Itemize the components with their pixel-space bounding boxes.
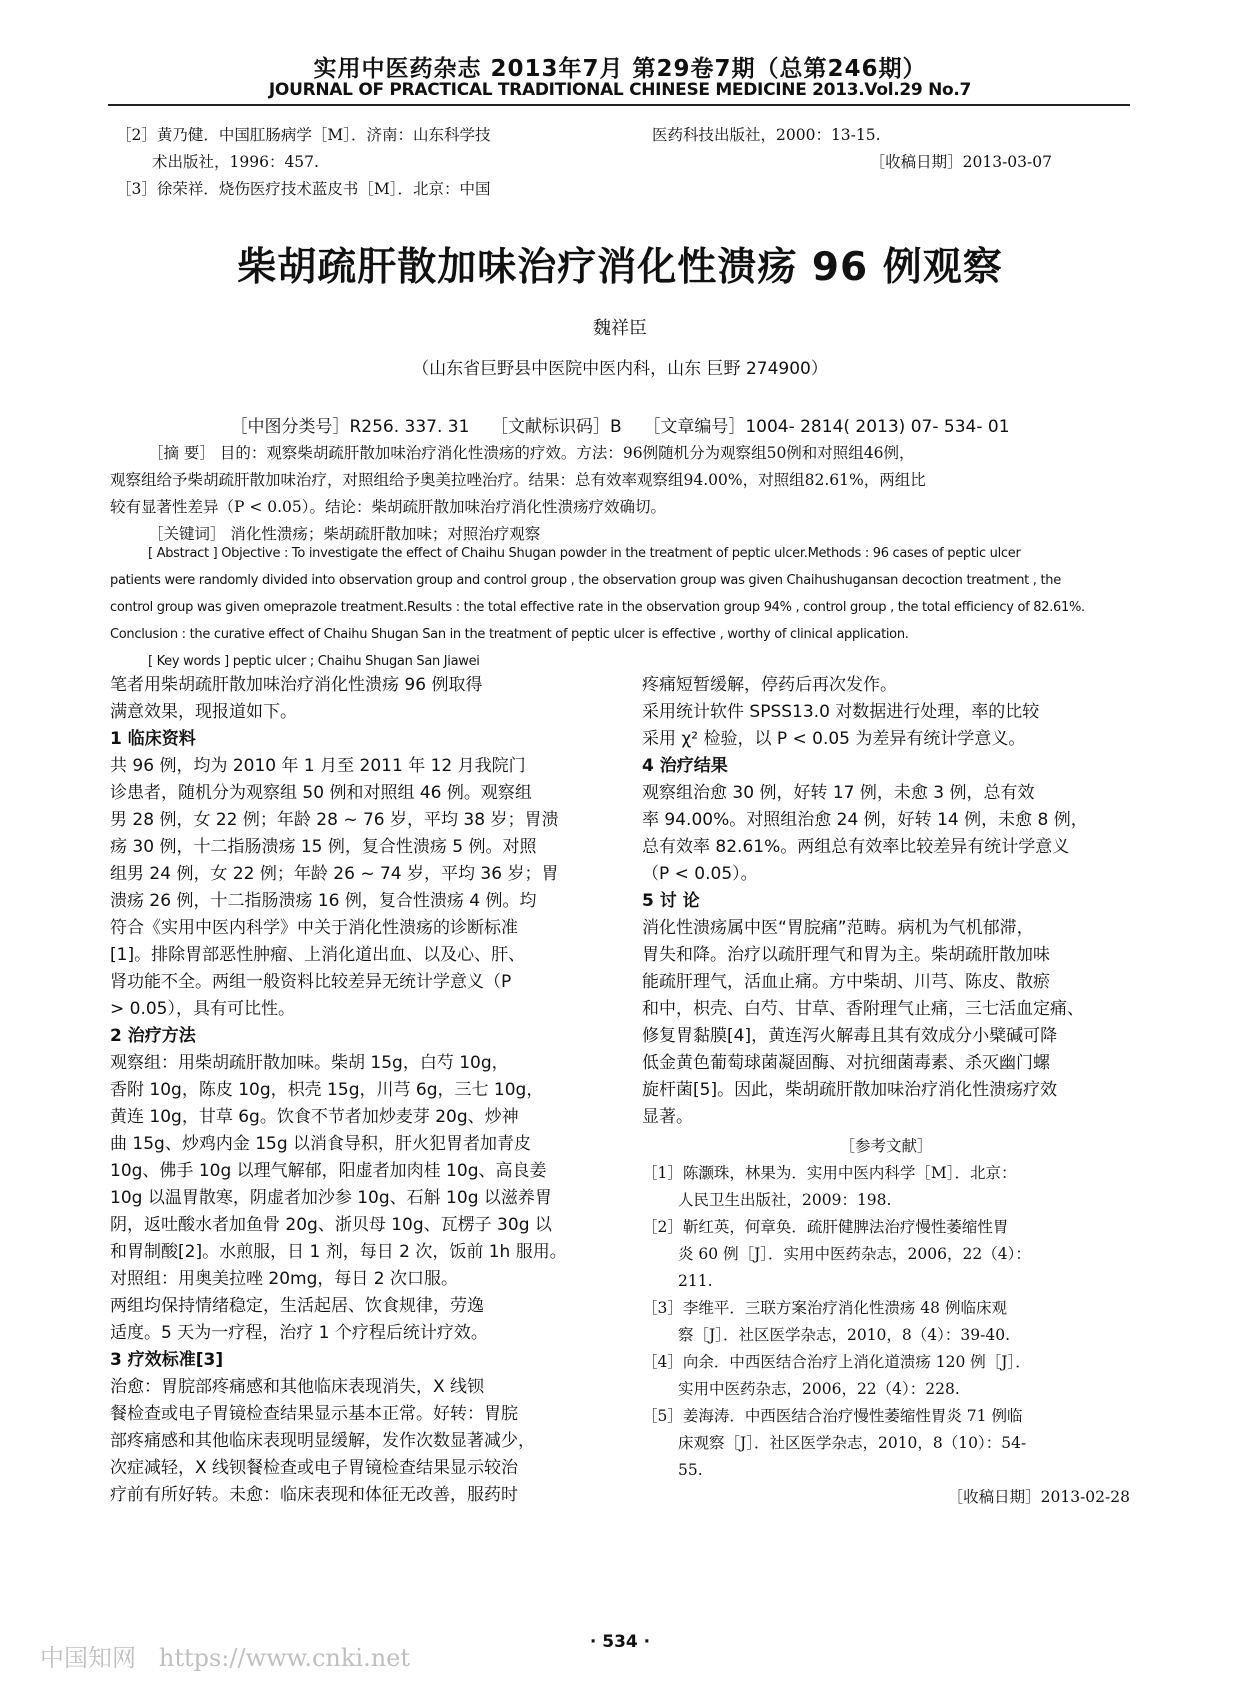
body-line: 总有效率 82.61%。两组总有效率比较差异有统计学意义 [642, 837, 1070, 857]
reference-item: 察［J］．社区医学杂志，2010，8（4）：39-40. [678, 1326, 1010, 1344]
body-line: 和胃制酸[2]。水煎服，日 1 剂，每日 2 次，饭前 1h 服用。 [110, 1242, 567, 1262]
reference-item: 炎 60 例［J］．实用中医药杂志，2006，22（4）： [678, 1245, 1031, 1263]
reference-item: 人民卫生出版社，2009：198. [678, 1191, 892, 1209]
body-line: 10g、佛手 10g 以理气解郁，阳虚者加肉桂 10g、高良姜 [110, 1161, 547, 1181]
prev-refs-right [652, 122, 1052, 176]
body-line: 溃疡 26 例，十二指肠溃疡 16 例，复合性溃疡 4 例。均 [110, 891, 537, 911]
abstract-en [110, 540, 1085, 675]
journal-header-cn: 实用中医药杂志 2013年7月 第29卷7期（总第246期） [313, 56, 927, 82]
cnki-watermark: 中国知网 https://www.cnki.net [40, 1644, 411, 1672]
reference-item: ［1］陈灏珠，林果为．实用中医内科学［M］．北京： [642, 1164, 1017, 1182]
body-line: 疼痛短暂缓解，停药后再次发作。 [642, 675, 897, 695]
section-heading: 2 治疗方法 [110, 1026, 196, 1046]
body-line: 旋杆菌[5]。因此，柴胡疏肝散加味治疗消化性溃疡疗效 [642, 1080, 1058, 1100]
abstract-cn [110, 440, 926, 548]
reference-item: ［3］李维平．三联方案治疗消化性溃疡 48 例临床观 [642, 1299, 1007, 1317]
body-line: 胃失和降。治疗以疏肝理气和胃为主。柴胡疏肝散加味 [642, 945, 1050, 965]
reference-item: 床观察［J］．社区医学杂志，2010，8（10）：54- [678, 1434, 1027, 1452]
body-line: 率 94.00%。对照组治愈 24 例，好转 14 例，未愈 8 例， [642, 810, 1088, 830]
body-line: 笔者用柴胡疏肝散加味治疗消化性溃疡 96 例取得 [110, 675, 483, 695]
body-line: 观察组治愈 30 例，好转 17 例，未愈 3 例，总有效 [642, 783, 1035, 803]
prev-ref-line: ［3］徐荣祥．烧伤医疗技术蓝皮书［M］．北京：中国 [116, 180, 491, 198]
body-line: 低金黄色葡萄球菌凝固酶、对抗细菌毒素、杀灭幽门螺 [642, 1053, 1050, 1073]
body-line: 满意效果，现报道如下。 [110, 702, 297, 722]
abstract-cn-line: ［摘 要］ 目的：观察柴胡疏肝散加味治疗消化性溃疡的疗效。方法：96例随机分为观察组50例和对照组46例， [148, 444, 915, 462]
journal-header-en: JOURNAL OF PRACTICAL TRADITIONAL CHINESE MEDICINE 2013.Vol.29 No.7 [268, 80, 972, 100]
body-line: 餐检查或电子胃镜检查结果显示基本正常。好转：胃脘 [110, 1404, 518, 1424]
prev-refs-left [116, 122, 490, 203]
body-line: 采用统计软件 SPSS13.0 对数据进行处理，率的比较 [642, 702, 1040, 722]
body-line: 肾功能不全。两组一般资料比较差异无统计学意义（P [110, 972, 512, 992]
section-heading: 5 讨 论 [642, 891, 700, 911]
body-line: 组男 24 例，女 22 例；年龄 26 ~ 74 岁，平均 36 岁；胃 [110, 864, 559, 884]
body-line: 香附 10g，陈皮 10g，枳壳 15g，川芎 6g，三七 10g， [110, 1080, 544, 1100]
body-line: 治愈：胃脘部疼痛感和其他临床表现消失，X 线钡 [110, 1377, 485, 1397]
prev-ref-line: 术出版社，1996：457. [152, 153, 319, 171]
body-line: 显著。 [642, 1107, 693, 1127]
body-line: > 0.05），具有可比性。 [110, 999, 295, 1019]
classification-line: ［中图分类号］R256. 337. 31 ［文献标识码］B ［文章编号］1004- 2814( 2013) 07- 534- 01 [230, 417, 1010, 437]
abstract-en-line: Conclusion : the curative effect of Chaihu Shugan San in the treatment of peptic ulcer is effective , worthy of clinical application. [110, 627, 909, 642]
abstract-en-line: control group was given omeprazole treatment.Results : the total effective rate in the observation group 94% , control group , the total efficiency of 82.61%. [110, 600, 1085, 615]
body-line: 曲 15g、炒鸡内金 15g 以消食导积，肝火犯胃者加青皮 [110, 1134, 532, 1154]
abstract-cn-line: 观察组给予柴胡疏肝散加味治疗，对照组给予奥美拉唑治疗。结果：总有效率观察组94.00%，对照组82.61%，两组比 [110, 471, 926, 489]
body-line: 次症减轻，X 线钡餐检查或电子胃镜检查结果显示较治 [110, 1458, 519, 1478]
body-line: 疡 30 例，十二指肠溃疡 15 例，复合性溃疡 5 例。对照 [110, 837, 537, 857]
reference-item: 实用中医药杂志，2006，22（4）：228. [678, 1380, 960, 1398]
body-line: 两组均保持情绪稳定，生活起居、饮食规律，劳逸 [110, 1296, 484, 1316]
body-line: 疗前有所好转。未愈：临床表现和体征无改善，服药时 [110, 1485, 518, 1505]
references-list [642, 1160, 1130, 1511]
article-title: 柴胡疏肝散加味治疗消化性溃疡 96 例观察 [237, 245, 1003, 290]
body-line: 采用 χ² 检验，以 P < 0.05 为差异有统计学意义。 [642, 729, 1026, 749]
reference-item: ［5］姜海涛．中西医结合治疗慢性萎缩性胃炎 71 例临 [642, 1407, 1023, 1425]
body-line: 10g 以温胃散寒，阴虚者加沙参 10g、石斛 10g 以滋养胃 [110, 1188, 552, 1208]
section-heading: 3 疗效标准[3] [110, 1350, 224, 1370]
keywords-cn: ［关键词］ 消化性溃疡；柴胡疏肝散加味；对照治疗观察 [148, 525, 541, 543]
article-author: 魏祥臣 [593, 318, 647, 339]
prev-ref-line: ［2］黄乃健．中国肛肠病学［M］．济南：山东科学技 [116, 126, 491, 144]
body-line: 部疼痛感和其他临床表现明显缓解，发作次数显著减少， [110, 1431, 535, 1451]
prev-ref-line: 医药科技出版社，2000：13-15. [652, 126, 881, 144]
body-line: 符合《实用中医内科学》中关于消化性溃疡的诊断标准 [110, 918, 518, 938]
page-number: · 534 · [589, 1632, 651, 1652]
body-line: 共 96 例，均为 2010 年 1 月至 2011 年 12 月我院门 [110, 756, 526, 776]
keywords-en: [ Key words ] peptic ulcer ; Chaihu Shugan San Jiawei [148, 654, 480, 669]
references-title: ［参考文献］ [839, 1137, 933, 1155]
body-right-column [642, 672, 1130, 1511]
body-line: 消化性溃疡属中医“胃脘痛”范畴。病机为气机郁滞， [642, 918, 1034, 938]
section-heading: 1 临床资料 [110, 729, 196, 749]
body-line: 对照组：用奥美拉唑 20mg，每日 2 次口服。 [110, 1269, 459, 1289]
body-line: 诊患者，随机分为观察组 50 例和对照组 46 例。观察组 [110, 783, 532, 803]
body-line: （P < 0.05）。 [642, 864, 758, 884]
received-date: ［收稿日期］2013-02-28 [947, 1488, 1130, 1506]
reference-item: ［2］靳红英，何章奂．疏肝健脾法治疗慢性萎缩性胃 [642, 1218, 1009, 1236]
abstract-cn-line: 较有显著性差异（P < 0.05）。结论：柴胡疏肝散加味治疗消化性溃疡疗效确切。 [110, 498, 667, 516]
abstract-en-line: patients were randomly divided into observation group and control group , the observation group was given Chaihushugansan decoction treatment , the [110, 573, 1061, 588]
prev-received-date: ［收稿日期］2013-03-07 [869, 153, 1052, 171]
header-rule [108, 104, 1130, 106]
body-line: 观察组：用柴胡疏肝散加味。柴胡 15g，白芍 10g， [110, 1053, 509, 1073]
body-line: 能疏肝理气，活血止痛。方中柴胡、川芎、陈皮、散瘀 [642, 972, 1050, 992]
body-line: 和中，枳壳、白芍、甘草、香附理气止痛，三七活血定痛、 [642, 999, 1084, 1019]
body-line: 适度。5 天为一疗程，治疗 1 个疗程后统计疗效。 [110, 1323, 488, 1343]
section-heading: 4 治疗结果 [642, 756, 728, 776]
reference-item: 55. [678, 1461, 703, 1479]
reference-item: 211. [678, 1272, 713, 1290]
body-line: 黄连 10g，甘草 6g。饮食不节者加炒麦芽 20g、炒神 [110, 1107, 519, 1127]
body-line: 修复胃黏膜[4]，黄连泻火解毒且其有效成分小檗碱可降 [642, 1026, 1058, 1046]
reference-item: ［4］向余．中西医结合治疗上消化道溃疡 120 例［J］． [642, 1353, 1031, 1371]
body-left-column [110, 672, 592, 1509]
body-line: [1]。排除胃部恶性肿瘤、上消化道出血、以及心、肝、 [110, 945, 526, 965]
author-affiliation: （山东省巨野县中医院中医内科，山东 巨野 274900） [412, 359, 828, 379]
abstract-en-line: [ Abstract ] Objective : To investigate the effect of Chaihu Shugan powder in the treatment of peptic ulcer.Methods : 96 cases of peptic ulcer [148, 546, 1021, 561]
body-line: 男 28 例，女 22 例；年龄 28 ~ 76 岁，平均 38 岁；胃溃 [110, 810, 559, 830]
body-line: 阴，返吐酸水者加鱼骨 20g、浙贝母 10g、瓦楞子 30g 以 [110, 1215, 552, 1235]
